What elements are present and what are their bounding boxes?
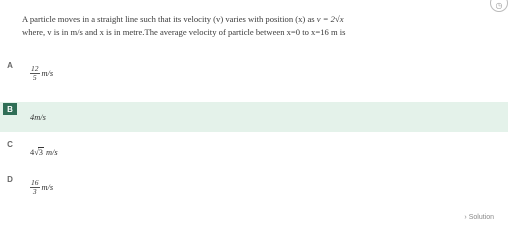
option-c-coef: 4 (30, 147, 35, 157)
question-formula: v = 2√x (316, 14, 344, 24)
option-b[interactable] (0, 102, 508, 132)
sqrt-sign: √ (34, 147, 39, 157)
option-c-letter: C (7, 139, 13, 149)
option-a[interactable] (0, 58, 508, 88)
option-a-answer (30, 58, 53, 88)
option-a-fraction (30, 65, 40, 82)
option-c-radicand: 3 (38, 148, 43, 157)
option-d-unit: m/s (41, 182, 54, 192)
option-a-numerator: 12 (31, 63, 39, 73)
question-line-1: A particle moves in a straight line such that its velocity (v) varies with position (x) as (22, 14, 315, 24)
option-a-denominator: 5 (32, 72, 37, 82)
option-d-numerator: 16 (31, 177, 39, 187)
option-d-fraction (30, 179, 40, 196)
option-c-answer (30, 137, 58, 167)
option-b-answer (30, 102, 46, 132)
option-a-letter: A (7, 60, 13, 70)
question-text (22, 13, 492, 38)
option-c[interactable] (0, 137, 508, 167)
option-c-unit: m/s (45, 147, 58, 157)
option-d-denominator: 3 (32, 186, 37, 196)
option-b-text: 4m/s (30, 112, 46, 122)
option-d[interactable] (0, 172, 508, 202)
option-d-answer (30, 172, 53, 202)
solution-link[interactable]: › Solution (464, 214, 494, 221)
question-line-2: where, v is in m/s and x is in metre.The average velocity of particle between x=0 to x=16 m is (22, 26, 346, 37)
clock-icon[interactable]: ◷ (490, 0, 508, 12)
option-d-letter: D (7, 174, 13, 184)
option-b-letter: B (3, 103, 17, 115)
option-a-unit: m/s (41, 68, 54, 78)
